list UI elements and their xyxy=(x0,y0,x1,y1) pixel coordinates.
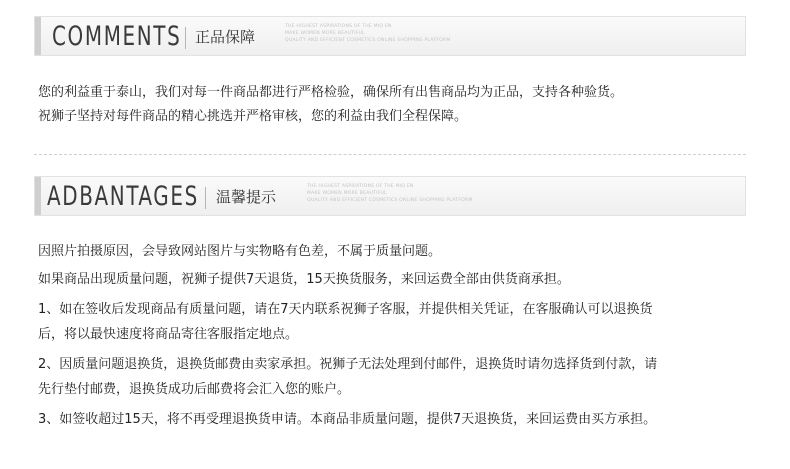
banner-accent-bar xyxy=(35,17,41,55)
text-line: 1、如在签收后发现商品有质量问题，请在7天内联系祝狮子客服，并提供相关凭证，在客服确认可以退换货 xyxy=(38,302,653,317)
text-line: 先行垫付邮费，退换货成功后邮费将会汇入您的账户。 xyxy=(38,382,351,397)
tagline-line: THE HIGHEST ASPIRATIONS OF THE MIQ EN xyxy=(307,184,414,189)
banner-separator xyxy=(205,187,206,209)
text-line: 后，将以最快速度将商品寄往客服指定地点。 xyxy=(38,327,299,342)
banner-heading-en: ADBANTAGES xyxy=(47,181,199,212)
tagline-line: MAKE WOMEN MORE BEAUTIFUL xyxy=(307,191,387,196)
tagline-line: MAKE WOMEN MORE BEAUTIFUL xyxy=(285,31,365,36)
banner-accent-bar xyxy=(35,177,41,215)
text-line: 您的利益重于泰山，我们对每一件商品都进行严格检验，确保所有出售商品均为正品，支持各种验货。 xyxy=(38,85,624,100)
advantages-banner xyxy=(34,176,746,216)
tagline-line: QUALITY AND EFFICIENT COSMETICS ONLINE SHOPPING PLATFORM xyxy=(285,38,451,43)
banner-tagline xyxy=(285,23,485,44)
text-line: 因照片拍摄原因，会导致网站图片与实物略有色差，不属于质量问题。 xyxy=(38,244,442,259)
banner-heading-cn: 正品保障 xyxy=(195,28,256,46)
text-line: 3、如签收超过15天，将不再受理退换货申请。本商品非质量问题，提供7天退换货，来回运费由买方承担。 xyxy=(38,412,657,427)
banner-tagline xyxy=(307,183,507,204)
banner-heading-cn: 温馨提示 xyxy=(216,188,277,206)
text-line: 2、因质量问题退换货，退换货邮费由卖家承担。祝狮子无法处理到付邮件，退换货时请勿选择货到付款，请 xyxy=(38,357,658,372)
tagline-line: THE HIGHEST ASPIRATIONS OF THE MIQ EN xyxy=(285,24,392,29)
text-line: 祝狮子坚持对每件商品的精心挑选并严格审核，您的利益由我们全程保障。 xyxy=(38,109,468,124)
text-line: 如果商品出现质量问题，祝狮子提供7天退货，15天换货服务，来回运费全部由供货商承担。 xyxy=(38,272,570,287)
tagline-line: QUALITY AND EFFICIENT COSMETICS ONLINE SHOPPING PLATFORM xyxy=(307,198,473,203)
dashed-divider xyxy=(34,154,746,155)
comments-banner xyxy=(34,16,746,56)
banner-heading-en: COMMENTS xyxy=(52,21,182,52)
section2-text xyxy=(38,242,657,435)
banner-separator xyxy=(185,27,186,49)
section1-text xyxy=(38,83,623,131)
